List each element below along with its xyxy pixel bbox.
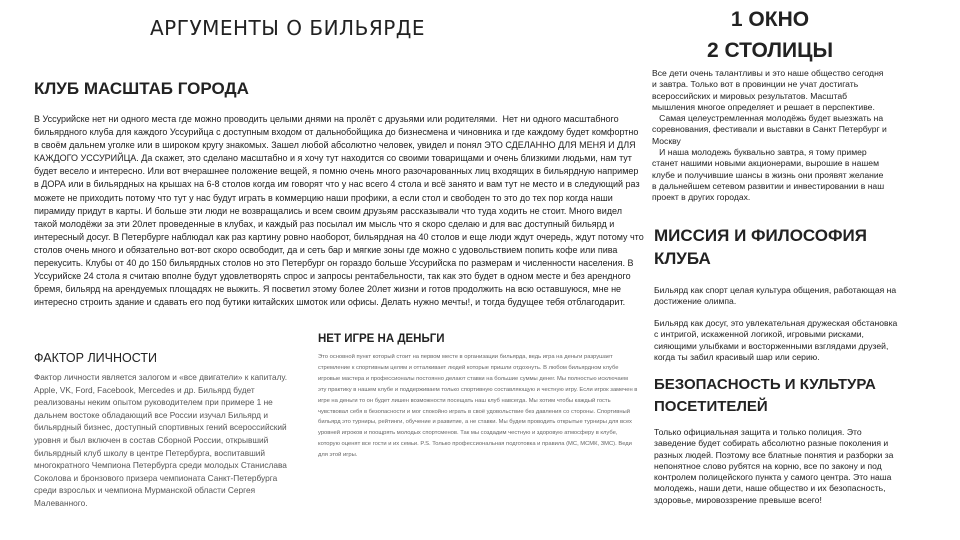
- mission-title: [654, 224, 867, 270]
- window-text-line: клубе и получившие шансы в жизнь они проявят желание: [652, 169, 884, 180]
- personality-section-title: ФАКТОР ЛИЧНОСТИ: [34, 351, 157, 365]
- window-title: [650, 4, 890, 66]
- mission-sport-text: [654, 285, 896, 308]
- no-money-games-text: Это основной пункт который стоит на первом месте в организации бильярда, ведь игра на деньги разрушает стремление к спортивным целям и отталкивает людей которые пришли отдохнуть. В любом бильярдном клубе игровые мастера и профессионалы постоянно делают ставки на большие суммы денег. Мы полностью исключаем эту практику в нашем клубе и поддерживаем только спортивную составляющую и честную игру. Если игрок замечен в игре на деньги то он будет лишен возможности посещать наш клуб навсегда. Мы хотим чтобы каждый гость чувствовал себя в безопасности и мог спокойно играть в своё удовольствие без давления со стороны. Спортивный бильярд это турниры, рейтинги, обучение и развитие, а не ставки. Мы будем проводить открытые турниры для всех уровней игроков и поощрять молодых спортсменов. Так мы создадим честную и здоровую атмосферу в клубе, которую оценят все гости и их семьи. P.S. Только профессиональная подготовка и правила (МС, МСМК, ЗМС). Веди для этой игры.: [318, 354, 638, 459]
- security-text-line: непонятное слово рубятся на корню, все по закону и под: [654, 460, 882, 471]
- window-text-line: и завтра. Только вот в провинции не учат достигать: [652, 79, 859, 90]
- mission-leisure-line: с интригой, искаженной логикой, игровыми рисками,: [654, 329, 864, 340]
- window-title-line-2: 2 СТОЛИЦЫ: [707, 39, 833, 62]
- no-money-games-title: НЕТ ИГРЕ НА ДЕНЬГИ: [318, 333, 445, 345]
- mission-title-line-1: МИССИЯ И ФИЛОСОФИЯ: [654, 226, 867, 245]
- window-text-line: соревнования, фестивали и выставки в Санкт Петербург и: [652, 124, 887, 135]
- page-heading: АРГУМЕНТЫ О БИЛЬЯРДЕ: [150, 16, 426, 40]
- mission-sport-line: достижение олимпа.: [654, 296, 737, 307]
- window-text-line: в дальнейшем сетевом развитии и инвестировании в наш: [652, 180, 885, 191]
- mission-sport-line: Бильярд как спорт целая культура общения, работающая на: [654, 285, 897, 295]
- club-section-text: В Уссурийске нет ни одного места где можно проводить целыми днями на пролёт с друзьями или родителями. Нет ни одного масштабного бильярдного клуба для каждого Уссурийца с доступным входом от дальнобойщика до бизнесмена и чиновника и где каждому будет комфортно в своём дальнем уголке или в широком кругу знакомых. Зашел любой абсолютно человек, увидел и понял ЭТО СДЕЛАННО ДЛЯ МЕНЯ И ДЛЯ КАЖДОГО УССУРИЙЦА. Да скажет, это сделано масштабно и я хочу тут находится со своими товарищами и очень близкими людьми, нам тут будет весело и интересно. Или вот вчерашнее положение вещей, я помню очень много разочарованных лиц входящих в бильярдную например в ДОРА или в бильярдных на крышах на 6-8 столов когда им говорят что у нас всего 4 стола и всё занято и вам тут не место и в следующий раз можете не приходить потому что тут у нас будут играть в коммерцию наши профики, а если стол и свободен то это до тех пор когда наши пирамиду придут в карты. И больше эти люди не возвращались и всем своим друзьям рассказывали что туда ходить не стоит. Много видел такой молодёжи за эти 20лет проведенные в клубах, и каждый раз посылал им мысль что я скоро сделаю и для вас доступный бильярд и интересный досуг. В Петербурге наблюдал как раз картину ровно наоборот, бильярдная на 40 столов и еще люди ждут очередь, ждут потому что столов очень много и обязательно вот-вот скоро освободит, да и сеть бар и мягкие зоны где можно с удовольствием попить кофе или пива перекусить. Клубы от 40 до 150 бильярдных столов но это Петербург он гораздо больше Уссурийска по размерам и численности населения. В Уссурийске 24 стола я считаю вполне будут удовлетворять спрос и запросы рентабельности, так как это будет в одном месте и без арендного бремя, бильярд на арендуемых площадях не выжить. Я посветил этому более 20лет жизни и готов продолжить на всю оставшуюся, мне не интересно строить здание и сдавать его под бутики китайских шмоток или офисы. Делать нужно мечты!, и тогда будущее тебя отблагодарит.: [34, 114, 647, 308]
- mission-leisure-line: сияющими улыбками и восторженными взглядами друзей,: [654, 340, 889, 351]
- personality-section-text: Фактор личности является залогом и «все двигатели» к капиталу. Apple, VK, Ford, Facebook, Mercedes и др. Бильярд будет реализованы неким опытом руководителем при примере 1 не дальнем востоке обладающий все России изучал Бильярд и бильярдный бизнес, доступный спортивных гений всероссийский уровня и был включен в состав Сборной России, открывший бильярдный клуб школу в центре Петербурга, воспитавший многократного Чемпиона Петербурга среди молодых Станислава Соколова и бронзового призера чемпионата Санкт-Петербурга среди взрослых и чемпиона Мурманской области Сергея Малеванного.: [34, 372, 288, 508]
- mission-leisure-text: [654, 318, 897, 363]
- club-section-title: КЛУБ МАСШТАБ ГОРОДА: [34, 79, 249, 98]
- window-text-line: Все дети очень талантливы и это наше общество сегодня: [652, 68, 884, 78]
- mission-leisure-line: Бильярд как досуг, это увлекательная дружеская обстановка: [654, 318, 898, 328]
- security-text: [654, 427, 893, 506]
- security-text-line: молодежь, наши дети, наше общество и их безопасность,: [654, 483, 886, 494]
- security-text-line: разных людей. Поэтому все блатные понятия и разборки за: [654, 449, 894, 460]
- window-text-line: И наша молодежь буквально завтра, я тому пример: [652, 147, 867, 158]
- security-title-line-1: БЕЗОПАСНОСТЬ И КУЛЬТУРА: [654, 376, 876, 393]
- window-title-line-1: 1 ОКНО: [730, 8, 810, 31]
- mission-leisure-line: когда ты забил красивый шар или серию.: [654, 351, 820, 362]
- window-text-line: Самая целеустремленная молодёжь будет выезжать на: [652, 113, 884, 124]
- security-title-line-2: ПОСЕТИТЕЛЕЙ: [654, 398, 768, 415]
- window-text-line: мышления многое определяет и решает в перспективе.: [652, 101, 875, 112]
- window-text-line: станет нашими новыми акционерами, вырошие в нашем: [652, 158, 879, 169]
- security-text-line: контролем полицейского пункта у самого центра. Это наша: [654, 472, 892, 483]
- security-text-line: заведение будет собирать абсолютно разные поколения и: [654, 438, 889, 449]
- mission-title-line-2: КЛУБА: [654, 249, 711, 268]
- security-title: [654, 374, 876, 418]
- window-text-line: всероссийских и мировых результатов. Масштаб: [652, 90, 848, 101]
- window-text: [652, 68, 887, 204]
- window-text-line: проект в других городах.: [652, 192, 751, 203]
- window-text-line: Москву: [652, 135, 681, 146]
- security-text-line: здоровье, мировоззрение превыше всего!: [654, 494, 822, 505]
- security-text-line: Только официальная защита и только полиция. Это: [654, 427, 862, 437]
